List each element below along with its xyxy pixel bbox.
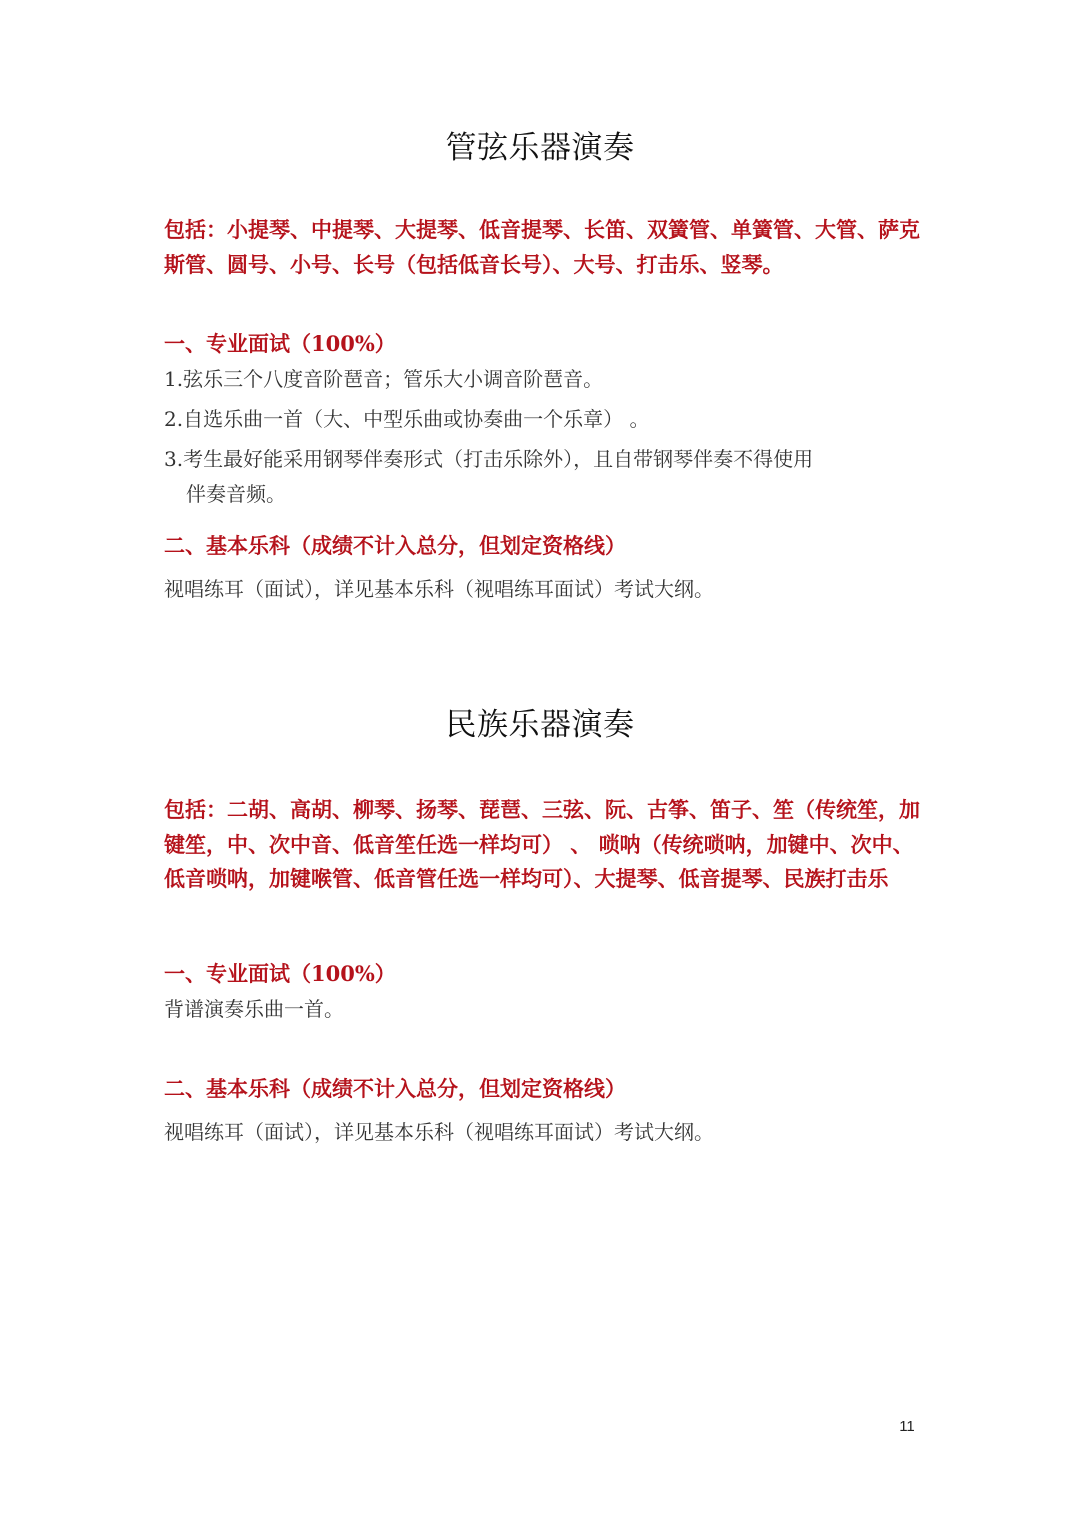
orchestral-part1-heading: 一、专业面试（100%）	[164, 331, 396, 356]
page-number: 11	[899, 1418, 915, 1435]
list-item: 1.弦乐三个八度音阶琶音；管乐大小调音阶琶音。	[164, 367, 604, 391]
orchestral-part2-text: 视唱练耳（面试），详见基本乐科（视唱练耳面试）考试大纲。	[164, 577, 714, 601]
folk-includes-line-3: 低音唢呐，加键喉管、低音管任选一样均可）、大提琴、低音提琴、民族打击乐	[164, 866, 889, 891]
folk-part2-heading: 二、基本乐科（成绩不计入总分，但划定资格线）	[164, 1076, 626, 1101]
folk-part1-heading: 一、专业面试（100%）	[164, 961, 396, 986]
folk-includes-line-1: 包括：二胡、高胡、柳琴、扬琴、琵琶、三弦、阮、古筝、笛子、笙（传统笙，加	[164, 797, 920, 822]
section-title-folk: 民族乐器演奏	[445, 707, 635, 743]
list-item: 3.考生最好能采用钢琴伴奏形式（打击乐除外），且自带钢琴伴奏不得使用	[164, 447, 814, 471]
list-item: 2.自选乐曲一首（大、中型乐曲或协奏曲一个乐章） 。	[164, 407, 650, 431]
orchestral-includes-line-2: 斯管、圆号、小号、长号（包括低音长号）、大号、打击乐、竖琴。	[164, 251, 784, 277]
orchestral-includes-line-1: 包括：小提琴、中提琴、大提琴、低音提琴、长笛、双簧管、单簧管、大管、萨克	[164, 217, 920, 242]
folk-part1-text: 背谱演奏乐曲一首。	[164, 997, 344, 1021]
section-title-orchestral: 管弦乐器演奏	[445, 130, 635, 166]
orchestral-part2-heading: 二、基本乐科（成绩不计入总分，但划定资格线）	[164, 533, 626, 558]
orchestral-includes	[164, 213, 924, 282]
folk-includes-line-2: 键笙，中、次中音、低音笙任选一样均可） 、 唢呐（传统唢呐，加键中、次中、	[164, 831, 914, 857]
folk-includes	[164, 793, 924, 897]
list-item-continuation: 伴奏音频。	[186, 482, 286, 506]
folk-part2-text: 视唱练耳（面试），详见基本乐科（视唱练耳面试）考试大纲。	[164, 1120, 714, 1144]
orchestral-part1-list	[164, 362, 924, 512]
